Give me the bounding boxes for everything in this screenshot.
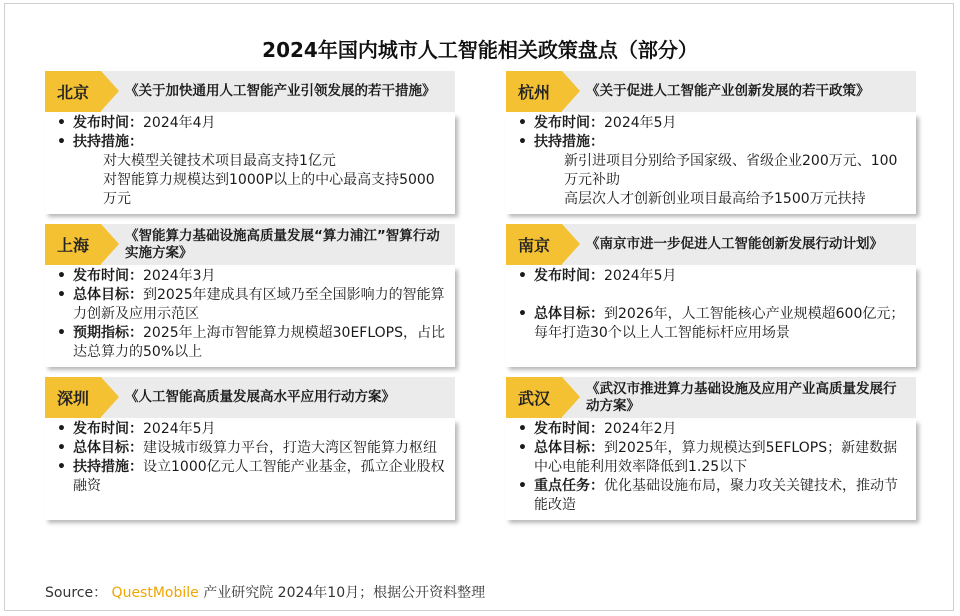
policy-name: 《关于加快通用人工智能产业引领发展的若干措施》 <box>125 83 436 99</box>
policy-card-shanghai <box>45 224 455 367</box>
list-item: • 重点任务：优化基础设施布局，聚力攻关关键技术，推动节能改造 <box>518 478 898 513</box>
policy-name: 《武汉市推进算力基础设施及应用产业高质量发展行动方案》 <box>586 380 897 414</box>
card-header <box>506 377 916 418</box>
list-item: • 扶持措施：设立1000亿元人工智能产业基金，孤立企业股权融资 <box>57 459 445 494</box>
card-header <box>45 71 455 112</box>
policy-name: 《人工智能高质量发展高水平应用行动方案》 <box>125 389 395 405</box>
card-header <box>45 224 455 265</box>
city-tag-arrow <box>101 377 119 417</box>
city-tag: 上海 <box>45 224 101 265</box>
list-item: • 发布时间：2024年5月 <box>518 115 677 131</box>
card-body <box>506 420 916 520</box>
policy-card-nanjing <box>506 224 916 367</box>
sub-item: 高层次人才创新创业项目最高给予1500万元扶持 <box>564 191 866 207</box>
list-item: • 总体目标：建设城市级算力平台，打造大湾区智能算力枢纽 <box>57 440 437 456</box>
city-tag: 杭州 <box>506 71 562 112</box>
card-body <box>506 267 916 367</box>
city-tag-arrow <box>562 377 580 417</box>
list-item: • 发布时间：2024年5月 <box>518 268 677 284</box>
list-item: • 发布时间：2024年4月 <box>57 115 216 131</box>
card-header <box>506 71 916 112</box>
sub-item: 对大模型关键技术项目最高支持1亿元 <box>103 153 336 169</box>
city-tag-arrow <box>101 224 119 264</box>
policy-name: 《智能算力基础设施高质量发展“算力浦江”智算行动实施方案》 <box>125 227 440 261</box>
source-suffix: 产业研究院 2024年10月；根据公开资料整理 <box>203 585 486 601</box>
card-body <box>45 267 455 367</box>
card-body <box>506 114 916 214</box>
city-tag-arrow <box>101 71 119 111</box>
list-item: • 发布时间：2024年2月 <box>518 421 677 437</box>
sub-item: 新引进项目分别给予国家级、省级企业200万元、100万元补助 <box>564 153 898 188</box>
brand-name: QuestMobile <box>111 585 199 601</box>
policy-name: 《南京市进一步促进人工智能创新发展行动计划》 <box>586 236 883 252</box>
card-body <box>45 420 455 520</box>
policy-card-wuhan <box>506 377 916 520</box>
card-body <box>45 114 455 214</box>
card-header <box>506 224 916 265</box>
city-tag: 武汉 <box>506 377 562 418</box>
city-tag: 南京 <box>506 224 562 265</box>
city-tag: 深圳 <box>45 377 101 418</box>
policy-name: 《关于促进人工智能产业创新发展的若干政策》 <box>586 83 870 99</box>
list-item: • 扶持措施： <box>518 134 604 150</box>
list-item: • 总体目标：到2026年，人工智能核心产业规模超600亿元；每年打造30个以上人工智能标杆应用场景 <box>518 306 905 341</box>
list-item: • 扶持措施： <box>57 134 143 150</box>
card-header <box>45 377 455 418</box>
list-item: • 总体目标：到2025年，算力规模达到5EFLOPS；新建数据中心电能利用效率降低到1.25以下 <box>518 440 898 475</box>
list-item: • 总体目标：到2025年建成具有区域乃至全国影响力的智能算力创新及应用示范区 <box>57 287 445 322</box>
source-prefix: Source： <box>45 585 108 601</box>
city-tag-arrow <box>562 224 580 264</box>
source-note <box>45 582 485 602</box>
list-item: • 发布时间：2024年5月 <box>57 421 216 437</box>
policy-card-shenzhen <box>45 377 455 520</box>
page-title: 2024年国内城市人工智能相关政策盘点（部分） <box>262 38 698 62</box>
city-tag-arrow <box>562 71 580 111</box>
policy-card-beijing <box>45 71 455 214</box>
policy-card-hangzhou <box>506 71 916 214</box>
city-tag: 北京 <box>45 71 101 112</box>
list-item: • 发布时间：2024年3月 <box>57 268 216 284</box>
list-item: • 预期指标：2025年上海市智能算力规模超30EFLOPS，占比达总算力的50%以上 <box>57 325 445 360</box>
sub-item: 对智能算力规模达到1000P以上的中心最高支持5000万元 <box>103 172 435 207</box>
